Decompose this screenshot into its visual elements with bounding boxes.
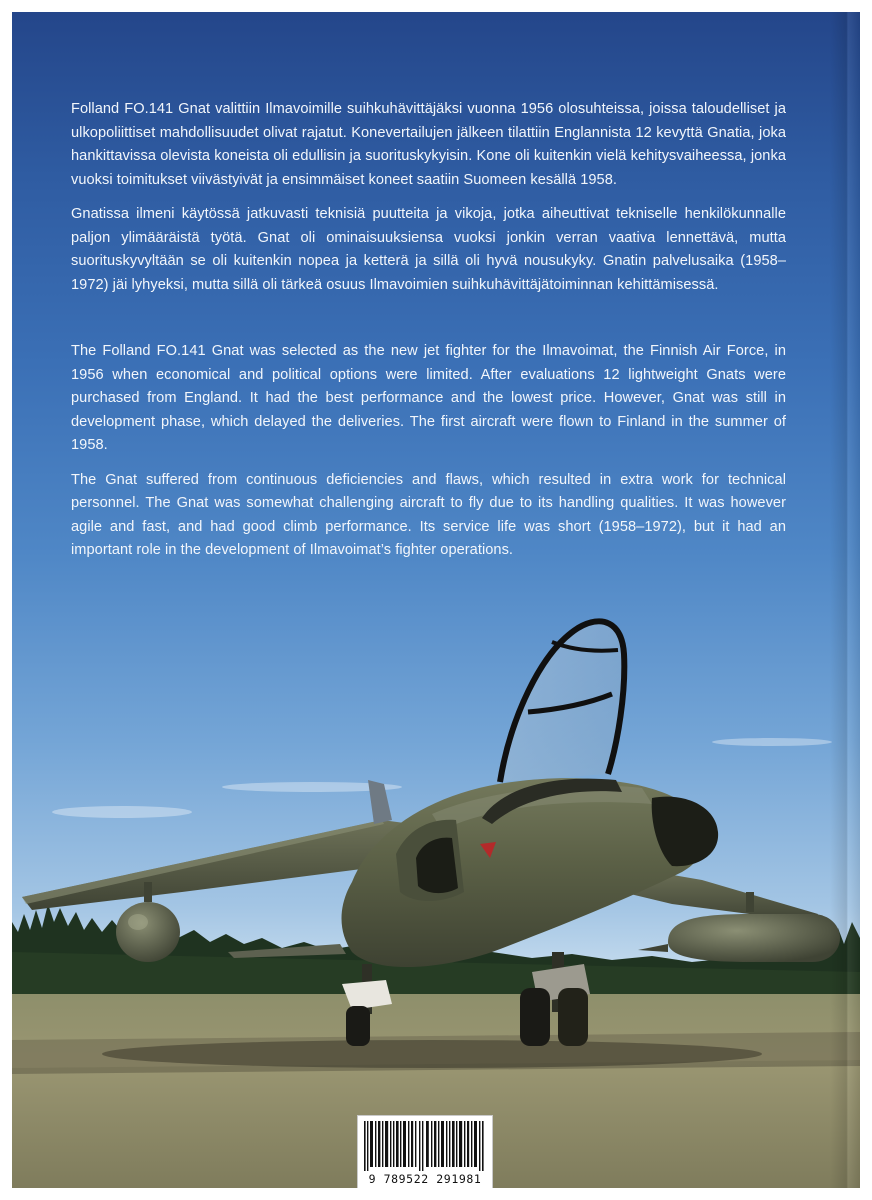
english-paragraph-2: The Gnat suffered from continuous deficiencies and flaws, which resulted in extra work for technical personnel. The Gnat was somewhat challenging aircraft to fly due to its handling qualities. It was however agile and fast, and had good climb performance. Its service life was short (1958–1972), but it had an important role in the development of Ilmavoimat’s fighter operations. (71, 471, 786, 558)
english-paragraph-1: The Folland FO.141 Gnat was selected as the new jet fighter for the Ilmavoimat, the Finnish Air Force, in 1956 when economical and political options were limited. After evaluations 12 lightweight Gnats were purchased from England. It had the best performance and the lowest price. However, Gnat was still in development phase, which delayed the deliveries. The first aircraft were flown to Finland in the summer of 1958. (71, 343, 786, 453)
isbn-number: 9 789522 291981 (368, 1172, 482, 1186)
gnat-aircraft-photo (12, 592, 860, 1188)
spine-shadow (830, 12, 860, 1188)
finnish-text-block (71, 98, 786, 308)
back-cover (12, 12, 860, 1188)
barcode-bars (364, 1121, 486, 1171)
open-canopy (500, 621, 624, 782)
finnish-paragraph-1: Folland FO.141 Gnat valittiin Ilmavoimille suihkuhävittäjäksi vuonna 1956 olosuhteissa, joissa taloudelliset ja ulkopoliittiset mahdollisuudet olivat rajatut. Konevertailujen jälkeen tilattiin Englannista 12 kevyttä Gnatia, joka hankittavissa olevista koneista oli edullisin ja suorituskykyisin. Kone oli kuitenkin vielä kehitysvaiheessa, jonka vuoksi toimitukset viivästyivät ja ensimmäiset koneet saatiin Suomeen kesällä 1958. (71, 101, 786, 188)
finnish-paragraph-2: Gnatissa ilmeni käytössä jatkuvasti teknisiä puutteita ja vikoja, jotka aiheuttivat tekniselle henkilökunnalle paljon ylimääräistä työtä. Gnat oli ominaisuuksiensa vuoksi jonkin verran vaativa lennettävä, mutta suorituskyvyltään se oli kuitenkin nopea ja ketterä ja sillä oli hyvä nousukyky. Gnatin palvelusaika (1958–1972) jäi lyhyeksi, mutta sillä oli tärkeä osuus Ilmavoimien suihkuhävittäjätoiminnan kehittämisessä. (71, 206, 786, 293)
english-text-block (71, 340, 786, 574)
isbn-barcode (357, 1115, 493, 1188)
